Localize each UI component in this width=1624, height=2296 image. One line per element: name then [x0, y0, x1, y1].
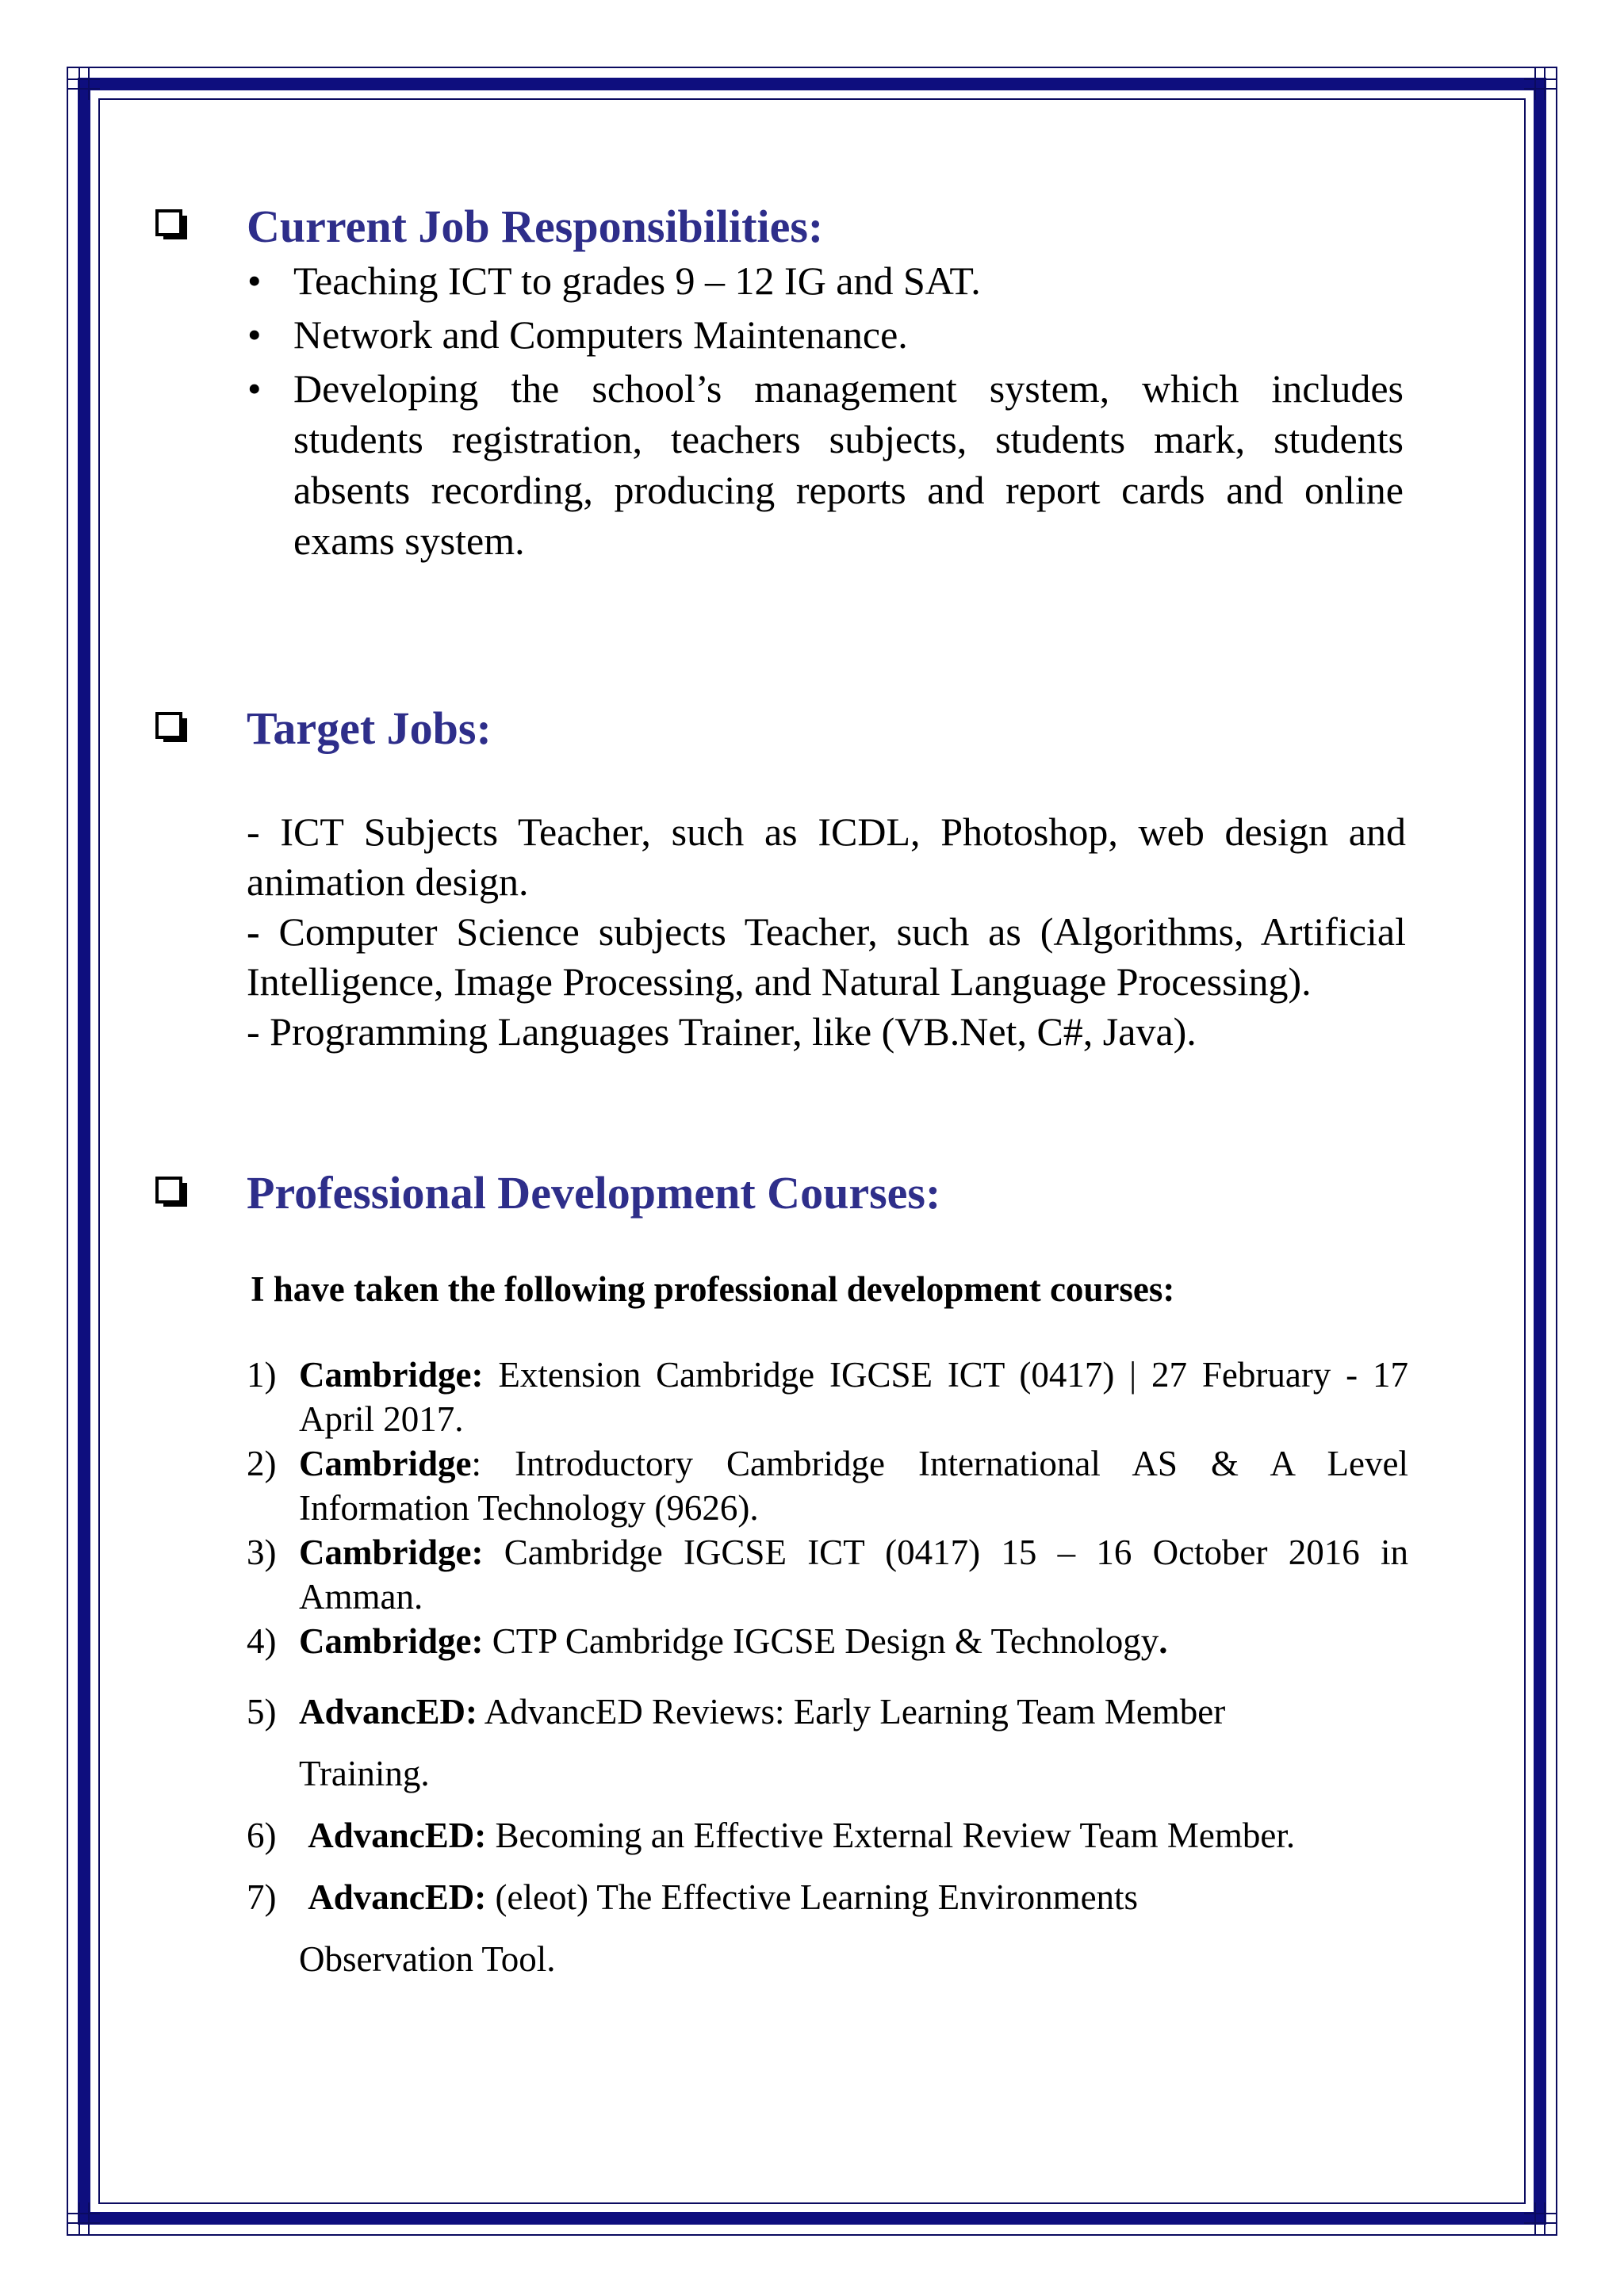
corner-ornament-icon	[68, 68, 100, 100]
target-jobs-text	[247, 807, 1406, 1057]
list-item: • Network and Computers Maintenance.	[293, 309, 1404, 360]
list-item: 7) AdvancED: (eleot) The Effective Learning Environments Observation Tool.	[247, 1877, 1139, 1979]
target-job-line: - Programming Languages Trainer, like (VB.Net, C#, Java).	[247, 1009, 1197, 1054]
checkbox-bullet-icon	[155, 209, 190, 244]
list-item: 2) Cambridge: Introductory Cambridge International AS & A Level Information Technology (9626).	[247, 1444, 1408, 1528]
list-item: 5) AdvancED: AdvancED Reviews: Early Learning Team Member Training.	[247, 1692, 1226, 1793]
list-item: • Teaching ICT to grades 9 – 12 IG and SAT.	[293, 255, 1404, 306]
section-title-courses: Professional Development Courses:	[247, 1167, 941, 1219]
list-item: 1) Cambridge: Extension Cambridge IGCSE ICT (0417) | 27 February - 17 April 2017.	[247, 1355, 1408, 1439]
corner-ornament-icon	[1524, 68, 1556, 100]
section-title-responsibilities: Current Job Responsibilities:	[247, 201, 824, 252]
corner-ornament-icon	[68, 2202, 100, 2234]
list-item: • Developing the school’s management system, which includes students registration, teachers subjects, students mark, students absents recording, producing reports and report cards and online exams system.	[293, 363, 1404, 566]
checkbox-bullet-icon	[155, 712, 190, 747]
checkbox-bullet-icon	[155, 1177, 190, 1211]
list-item: 6) AdvancED: Becoming an Effective External Review Team Member.	[247, 1816, 1296, 1855]
corner-ornament-icon	[1524, 2202, 1556, 2234]
courses-intro: I have taken the following professional development courses:	[251, 1269, 1175, 1309]
responsibilities-list	[293, 255, 1404, 569]
target-job-line: - Computer Science subjects Teacher, such as (Algorithms, Artificial Intelligence, Image Processing, and Natural Language Processing).	[247, 909, 1406, 1004]
list-item: 4) Cambridge: CTP Cambridge IGCSE Design & Technology.	[247, 1621, 1168, 1661]
courses-list	[247, 1353, 1408, 1990]
list-item: 3) Cambridge: Cambridge IGCSE ICT (0417) 15 – 16 October 2016 in Amman.	[247, 1533, 1408, 1617]
section-title-target-jobs: Target Jobs:	[247, 702, 492, 754]
target-job-line: - ICT Subjects Teacher, such as ICDL, Photoshop, web design and animation design.	[247, 809, 1406, 904]
